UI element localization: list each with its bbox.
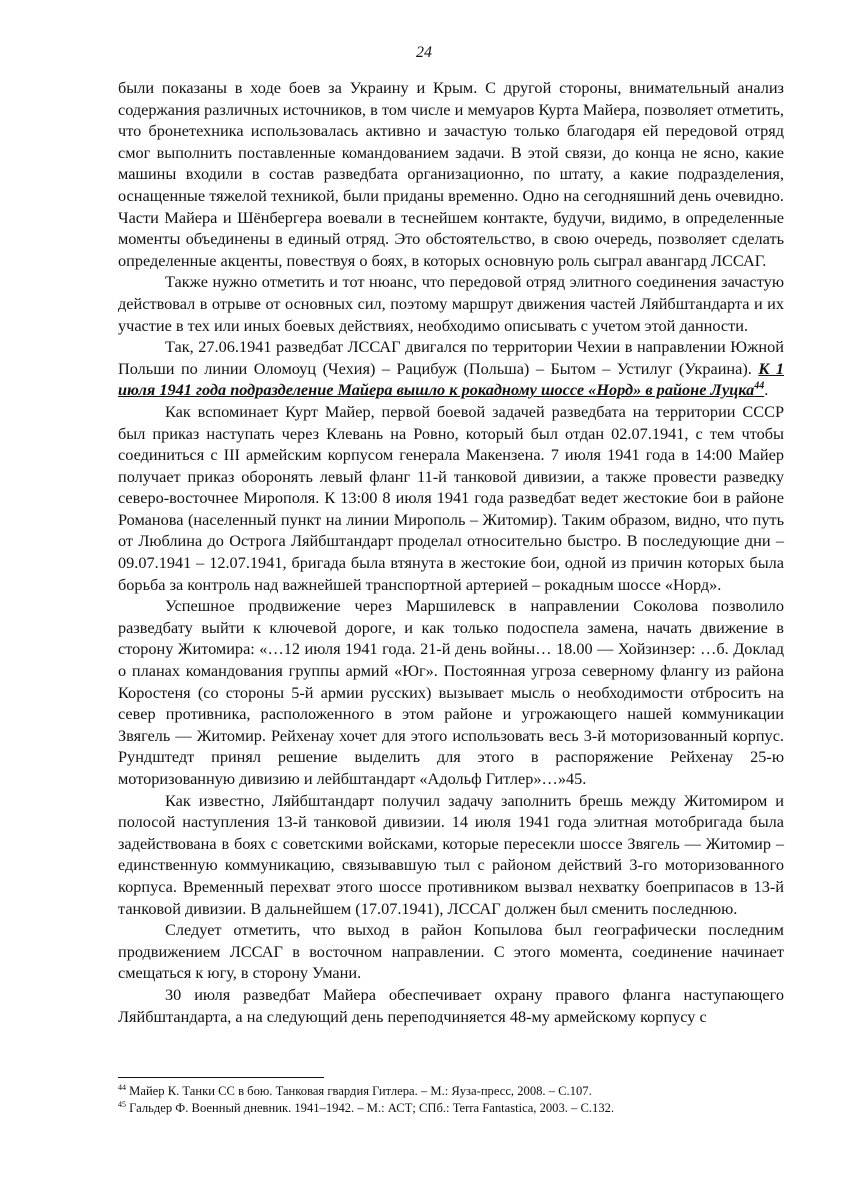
footnote bbox=[118, 1083, 784, 1100]
body-text bbox=[118, 77, 784, 1027]
paragraph: были показаны в ходе боев за Украину и Крым. С другой стороны, внимательный анализ содержания различных источников, в том числе и мемуаров Курта Майера, позволяет отметить, что бронетехника использовалась активно и зачастую только благодаря ей передовой отряд смог выполнить поставленные командованием задачи. В этой связи, до конца не ясно, какие машины входили в состав разведбата организационно, по штату, а какие подразделения, оснащенные тяжелой техникой, были приданы временно. Одно на сегодняшний день очевидно. Части Майера и Шёнбергера воевали в теснейшем контакте, будучи, видимо, в определенные моменты объединены в единый отряд. Это обстоятельство, в свою очередь, позволяет сделать определенные акценты, повествуя о боях, в которых основную роль сыграл авангард ЛССАГ. bbox=[118, 78, 784, 270]
paragraph: Также нужно отметить и тот нюанс, что передовой отряд элитного соединения зачастую действовал в отрыве от основных сил, поэтому маршрут движения частей Ляйбштандарта и их участие в тех или иных боевых действиях, необходимо описывать с учетом этой данности. bbox=[118, 272, 784, 335]
paragraph: Как вспоминает Курт Майер, первой боевой задачей разведбата на территории СССР был приказ наступать через Клевань на Ровно, который был отдан 02.07.1941, с тем чтобы соединиться с III армейским корпусом генерала Макензена. 7 июля 1941 года в 14:00 Майер получает приказ оборонять левый фланг 11-й танковой дивизии, а также провести разведку северо-восточнее Мирополя. К 13:00 8 июля 1941 года разведбат ведет жестокие бои в районе Романова (населенный пункт на линии Мирополь – Житомир). Таким образом, видно, что путь от Люблина до Острога Ляйбштандарт проделал относительно быстро. В последующие дни – 09.07.1941 – 12.07.1941, бригада была втянута в жестокие бои, одной из причин которых была борьба за контроль над важнейшей транспортной артерией – рокадным шоссе «Норд». bbox=[118, 401, 784, 594]
footnote bbox=[118, 1100, 784, 1117]
footnote-text: Гальдер Ф. Военный дневник. 1941–1942. – М.: АСТ; СПб.: Terra Fantastica, 2003. – С.132. bbox=[129, 1101, 615, 1115]
paragraph: 30 июля разведбат Майера обеспечивает охрану правого фланга наступающего Ляйбштандарта, а на следующий день переподчиняется 48-му армейскому корпусу с bbox=[118, 984, 784, 1026]
paragraph: Как известно, Ляйбштандарт получил задачу заполнить брешь между Житомиром и полосой наступления 13-й танковой дивизии. 14 июля 1941 года элитная мотобригада была задействована в боях с советскими войсками, которые пересекли шоссе Звягель — Житомир – единственную коммуникацию, связывавшую тыл с районом действий 3-го моторизованного корпуса. Временный перехват этого шоссе противником вызвал нехватку боеприпасов в 13-й танковой дивизии. В дальнейшем (17.07.1941), ЛССАГ должен был сменить последнюю. bbox=[118, 790, 784, 918]
footnote-divider bbox=[118, 1077, 324, 1078]
footnote-number: 44 bbox=[118, 1082, 126, 1092]
emphasized-text: К 1 июля 1941 года подразделение Майера вышло к рокадному шоссе «Норд» в районе Луцка bbox=[118, 358, 784, 400]
paragraph: Успешное продвижение через Маршилевск в направлении Соколова позволило разведбату выйти к ключевой дороге, и как только подоспела замена, начать движение в сторону Житомира: «…12 июля 1941 года. 21-й день войны… 18.00 — Хойзинзер: …б. Доклад о планах командования группы армий «Юг». Постоянная угроза северному флангу из района Коростеня (со стороны 5-й армии русских) вызывает мысль о необходимости отбросить на север противника, расположенного в этом районе и угрожающего нашей коммуникации Звягель — Житомир. Рейхенау хочет для этого использовать весь 3-й моторизованный корпус. Рундштедт принял решение выделить для этого в распоряжение Рейхенау 25-ю моторизованную дивизию и лейбштандарт «Адольф Гитлер»…»45. bbox=[118, 596, 784, 788]
paragraph bbox=[118, 336, 784, 401]
footnote-text: Майер К. Танки СС в бою. Танковая гвардия Гитлера. – М.: Яуза-пресс, 2008. – С.107. bbox=[129, 1084, 592, 1098]
footnotes bbox=[118, 1083, 784, 1117]
paragraph-text: Так, 27.06.1941 разведбат ЛССАГ двигался по территории Чехии в направлении Южной Польши по линии Оломоуц (Чехия) – Рацибуж (Польша) – Бытом – Устилуг (Украина). bbox=[118, 337, 784, 378]
paragraph: Следует отметить, что выход в район Копылова был географически последним продвижением ЛССАГ в восточном направлении. С этого момента, соединение начинает смещаться к югу, в сторону Умани. bbox=[118, 920, 784, 983]
paragraph-tail: . bbox=[764, 380, 769, 400]
footnote-reference[interactable]: 44 bbox=[754, 380, 765, 392]
footnote-number: 45 bbox=[118, 1099, 126, 1109]
page-number: 24 bbox=[416, 44, 432, 61]
